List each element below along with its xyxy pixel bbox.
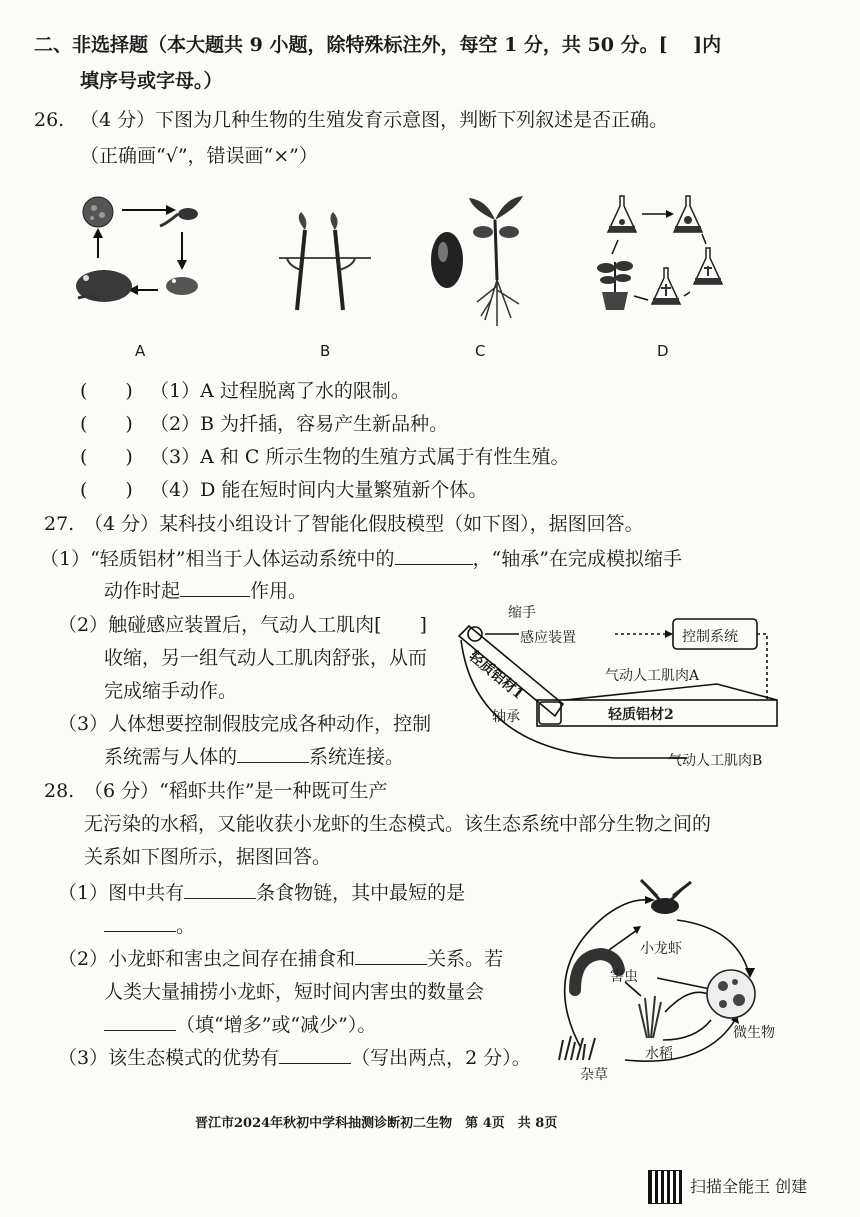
q26-item1-text: （1）A 过程脱离了水的限制。 [150,380,410,402]
q28-part2-line2: 人类大量捕捞小龙虾，短时间内害虫的数量会 [104,981,485,1003]
label-kongzhi: 控制系统 [682,629,738,645]
q27-number: 27. [44,513,75,535]
q28-part3-text-b: （写出两点，2 分）。 [351,1047,531,1069]
q28-blank-2[interactable] [104,913,176,932]
q28-number: 28. [44,780,75,802]
q28-part1-line2 [104,913,195,939]
label-suoshou: 缩手 [508,605,536,621]
q26-item4-paren[interactable]: ( ) [80,479,133,501]
q28-blank-5[interactable] [279,1045,351,1064]
label-xiaolongxia: 小龙虾 [640,941,682,957]
q27-stem: （4 分）某科技小组设计了智能化假肢模型（如下图），据图回答。 [84,513,644,535]
q26-item3-paren[interactable]: ( ) [80,446,133,468]
q28-blank-4[interactable] [104,1012,176,1031]
label-zhoucheng: 轴承 [492,709,520,725]
figure-d-tissue-culture [590,188,740,318]
label-muscle-a: 气动人工肌肉A [605,668,700,684]
q28-part3-text-a: （3）该生态模式的优势有 [58,1047,280,1069]
q28-part2-line1 [58,946,503,972]
q28-part2-text-d: （填“增多”或“减少”）。 [176,1014,377,1036]
q26-item3-text: （3）A 和 C 所示生物的生殖方式属于有性生殖。 [150,446,570,468]
label-alu1: 轻质铝材1 [465,648,527,703]
q27-blank-2[interactable] [180,578,250,597]
section-title-line2: 填序号或字母。） [80,70,223,92]
q28-part2-text-b: 关系。若 [427,948,504,970]
label-weishengwu: 微生物 [733,1025,775,1041]
q28-part1-text-b: 条食物链，其中最短的是 [256,882,466,904]
label-ganying: 感应装置 [520,630,576,646]
figure-label-c: C [475,342,486,360]
q28-part2-line3 [104,1012,376,1038]
q27-part1-text-b: ，“轴承”在完成模拟缩手 [472,548,682,570]
label-alu2: 轻质铝材2 [608,707,674,723]
q28-part3-line1 [58,1045,531,1071]
q26-item1-paren[interactable]: ( ) [80,380,133,402]
q27-part3-line2 [104,744,404,770]
q28-blank-3[interactable] [355,946,427,965]
figure-b-stem-cutting [275,210,375,320]
q27-blank-3[interactable] [237,744,309,763]
camscanner-watermark: 扫描全能王 创建 [690,1177,808,1196]
q28-stem-line3: 关系如下图所示，据图回答。 [84,846,332,868]
q27-part2-line3: 完成缩手动作。 [104,680,238,702]
label-muscle-b: 气动人工肌肉B [668,753,763,769]
q28-blank-1[interactable] [184,880,256,899]
page-footer: 晋江市2024年秋初中学科抽测诊断初二生物 第 4页 共 8页 [195,1116,558,1131]
q27-part1-line1 [40,546,682,572]
q27-part1-text-d: 作用。 [250,580,308,602]
q27-part2-line1: （2）触碰感应装置后，气动人工肌肉[ ] [58,614,427,636]
q27-part2-line2: 收缩，另一组气动人工肌肉舒张，从而 [104,647,428,669]
q28-stem-line2: 无污染的水稻，又能收获小龙虾的生态模式。该生态系统中部分生物之间的 [84,813,712,835]
q28-part1-text-a: （1）图中共有 [58,882,185,904]
q27-part3-line1: （3）人体想要控制假肢完成各种动作，控制 [58,713,432,735]
q28-part1-line1 [58,880,465,906]
q26-instruction: （正确画“√”，错误画“×”） [80,145,318,167]
figure-a-frog-cycle [70,190,220,310]
q26-item2-text: （2）B 为扦插，容易产生新品种。 [150,413,449,435]
figure-label-a: A [135,342,146,360]
q27-part1-line2 [104,578,307,604]
q27-part3-text-c: 系统连接。 [309,746,405,768]
q26-item4-text: （4）D 能在短时间内大量繁殖新个体。 [150,479,488,501]
q28-stem-line1: （6 分）“稻虾共作”是一种既可生产 [84,780,388,802]
qr-code-icon [648,1170,682,1204]
label-haichong: 害虫 [610,969,638,985]
figure-label-d: D [657,342,669,360]
q27-part1-text-a: （1）“轻质铝材”相当于人体运动系统中的 [40,548,395,570]
q27-blank-1[interactable] [395,546,473,565]
q27-part3-text-b: 系统需与人体的 [104,746,238,768]
q28-part1-text-c: 。 [176,915,196,937]
q26-item2-paren[interactable]: ( ) [80,413,133,435]
label-shuidao: 水稻 [645,1046,673,1062]
label-zacao: 杂草 [580,1067,608,1083]
q26-stem: （4 分）下图为几种生物的生殖发育示意图，判断下列叙述是否正确。 [80,109,669,131]
q27-part1-text-c: 动作时起 [104,580,181,602]
q26-number: 26. [34,109,65,131]
figure-c-bean-seedling [425,190,535,330]
section-title-line1: 二、非选择题（本大题共 9 小题，除特殊标注外，每空 1 分，共 50 分。[ ]内 [34,34,722,56]
figure-label-b: B [320,342,331,360]
q28-part2-text-a: （2）小龙虾和害虫之间存在捕食和 [58,948,356,970]
